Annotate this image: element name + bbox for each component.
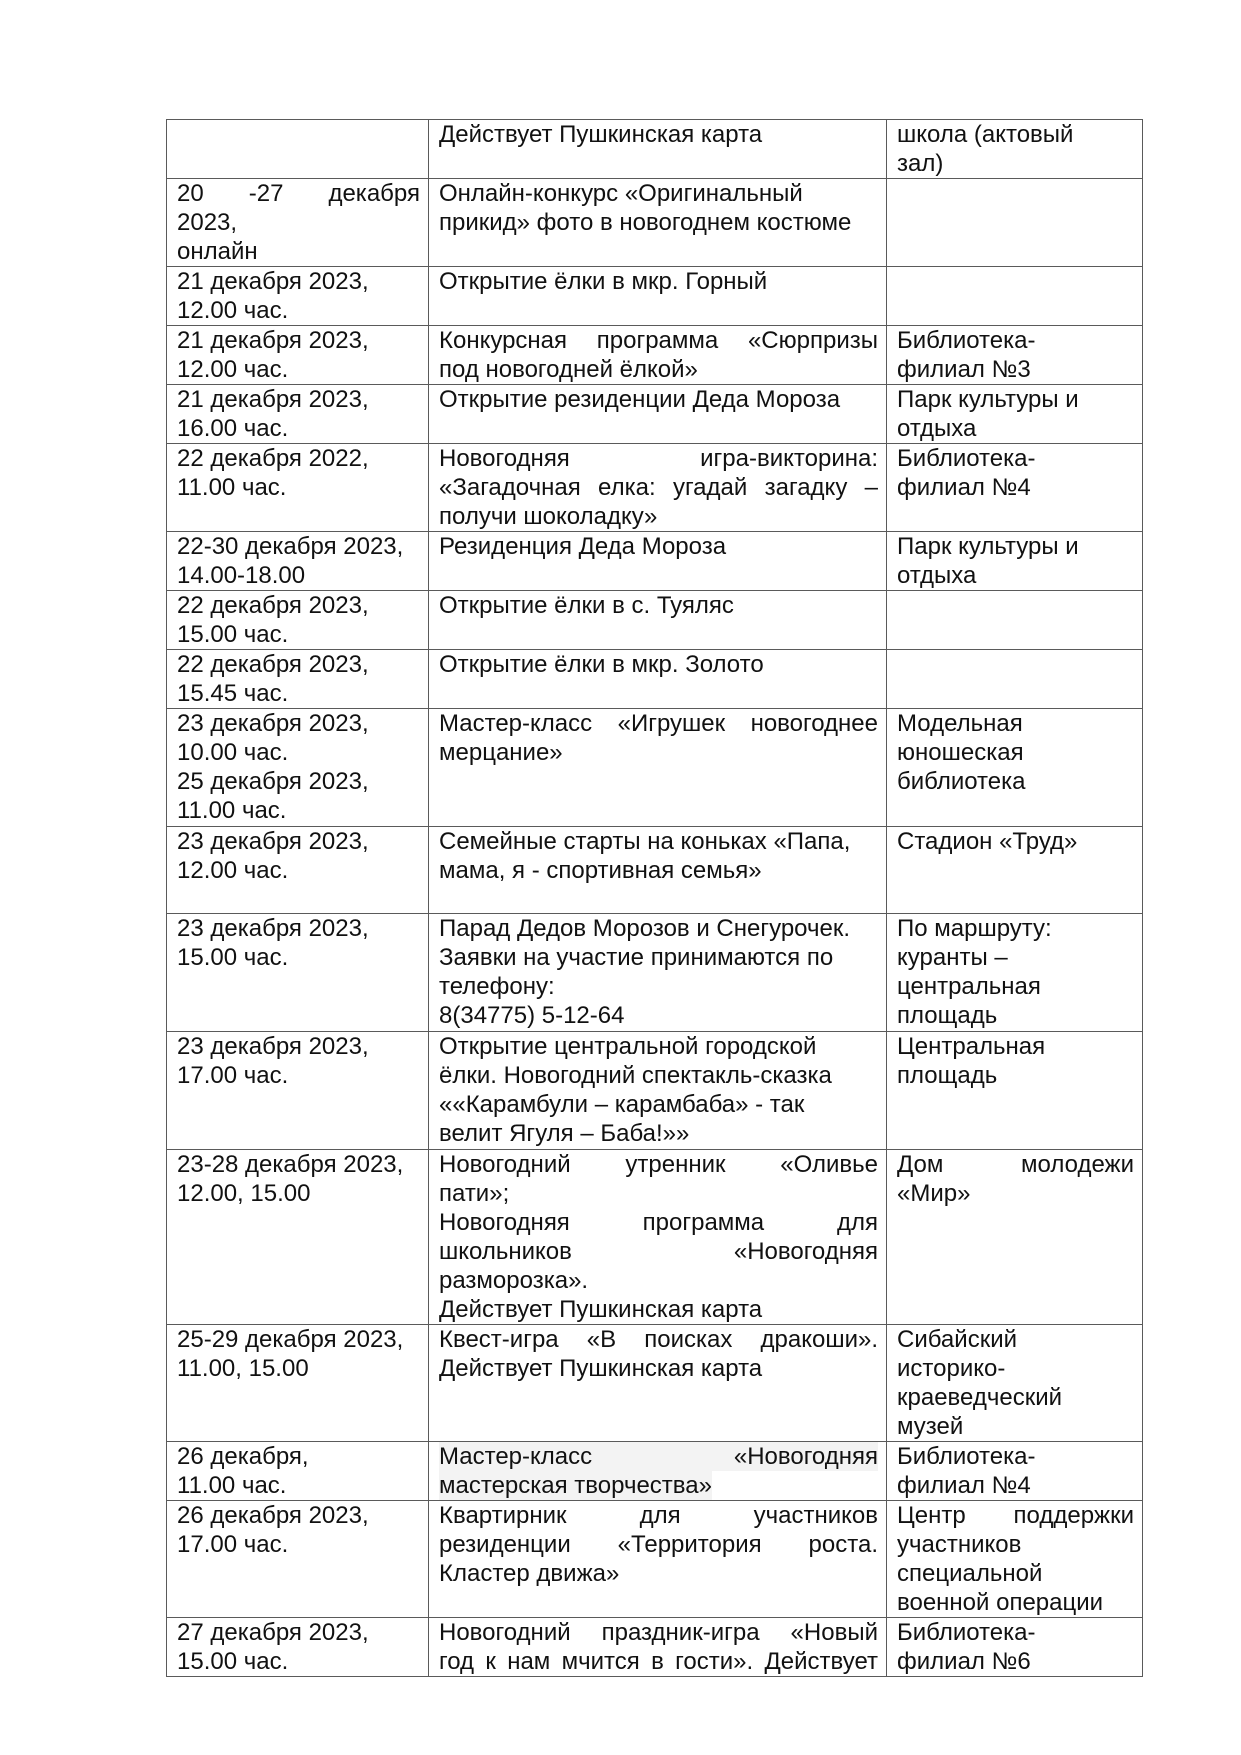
date-cell — [167, 326, 429, 385]
place-cell — [887, 267, 1143, 326]
event-text-line: Квест-игра «В поисках дракоши». — [439, 1326, 878, 1353]
date-text-line: 21 декабря 2023, — [177, 327, 369, 354]
event-text-line: Мастер-класс «Новогодняя — [439, 1443, 878, 1470]
date-cell — [167, 179, 429, 267]
table-row — [167, 1150, 1143, 1325]
date-text-line: 11.00 час. — [177, 1472, 287, 1499]
event-cell — [429, 1618, 887, 1677]
place-text-line: площадь — [897, 1062, 998, 1089]
event-text-line: Онлайн-конкурс «Оригинальный — [439, 180, 803, 207]
place-text-line: Стадион «Труд» — [897, 828, 1078, 855]
table-row — [167, 914, 1143, 1032]
date-cell — [167, 827, 429, 914]
place-text-line: военной операции — [897, 1589, 1104, 1616]
event-text-line: Открытие резиденции Деда Мороза — [439, 386, 841, 413]
date-text-line: 23-28 декабря 2023, — [177, 1151, 404, 1178]
event-cell — [429, 179, 887, 267]
date-text-line: 11.00, 15.00 — [177, 1355, 309, 1382]
event-text-line: Действует Пушкинская карта — [439, 121, 763, 148]
place-cell — [887, 827, 1143, 914]
event-cell — [429, 385, 887, 444]
date-text-line: 17.00 час. — [177, 1062, 289, 1089]
event-text-line: Открытие ёлки в мкр. Горный — [439, 268, 768, 295]
place-cell — [887, 1150, 1143, 1325]
place-text-line: школа (актовый — [897, 121, 1074, 148]
date-cell — [167, 267, 429, 326]
place-text-line: Парк культуры и — [897, 533, 1079, 560]
table-row — [167, 120, 1143, 179]
table-row — [167, 385, 1143, 444]
table-row — [167, 179, 1143, 267]
place-cell — [887, 1618, 1143, 1677]
event-text-line: Квартирник для участников — [439, 1502, 878, 1529]
table-row — [167, 532, 1143, 591]
place-text-line: По маршруту: — [897, 915, 1052, 942]
event-text-line: Открытие ёлки в мкр. Золото — [439, 651, 764, 678]
place-cell — [887, 709, 1143, 827]
table-row — [167, 1442, 1143, 1501]
table-row — [167, 650, 1143, 709]
date-text-line: 23 декабря 2023, — [177, 828, 369, 855]
place-cell — [887, 1501, 1143, 1618]
table-row — [167, 709, 1143, 827]
events-schedule-table — [166, 119, 1143, 1677]
place-text-line: юношеская — [897, 739, 1024, 766]
place-text-line: Центральная — [897, 1033, 1046, 1060]
event-text-line: Конкурсная программа «Сюрпризы — [439, 327, 878, 354]
place-text-line: Парк культуры и — [897, 386, 1079, 413]
event-text-line: Действует Пушкинская карта — [439, 1355, 763, 1382]
place-text-line: филиал №3 — [897, 356, 1031, 383]
place-text-line: филиал №6 — [897, 1648, 1031, 1675]
place-cell — [887, 650, 1143, 709]
date-text-line: 16.00 час. — [177, 415, 289, 442]
event-text-line: Парад Дедов Морозов и Снегурочек. — [439, 915, 851, 942]
date-text-line: 11.00 час. — [177, 474, 287, 501]
event-cell — [429, 1501, 887, 1618]
date-text-line: 25-29 декабря 2023, — [177, 1326, 404, 1353]
place-text-line: отдыха — [897, 415, 977, 442]
table-row — [167, 326, 1143, 385]
date-cell — [167, 1325, 429, 1442]
event-text-line: прикид» фото в новогоднем костюме — [439, 209, 852, 236]
event-text-line: разморозка». — [439, 1267, 589, 1294]
event-text-line: Новогодний праздник-игра «Новый — [439, 1619, 878, 1646]
date-text-line: 12.00, 15.00 — [177, 1180, 311, 1207]
table-row — [167, 1501, 1143, 1618]
place-cell — [887, 120, 1143, 179]
table-row — [167, 591, 1143, 650]
place-cell — [887, 385, 1143, 444]
place-cell — [887, 1032, 1143, 1150]
event-text-line: мастерская творчества» — [439, 1472, 712, 1499]
date-text-line: 15.00 час. — [177, 621, 289, 648]
place-cell — [887, 532, 1143, 591]
date-text-line: 22 декабря 2023, — [177, 651, 369, 678]
table-row — [167, 1032, 1143, 1150]
date-text-line: 15.00 час. — [177, 944, 289, 971]
date-cell — [167, 1150, 429, 1325]
event-text-line: Мастер-класс «Игрушек новогоднее — [439, 710, 878, 737]
event-text-line: пати»; — [439, 1180, 510, 1207]
event-cell — [429, 591, 887, 650]
date-text-line: 22 декабря 2022, — [177, 445, 369, 472]
event-text-line: Действует Пушкинская карта — [439, 1296, 763, 1323]
date-text-line: 10.00 час. — [177, 739, 289, 766]
event-cell — [429, 532, 887, 591]
date-text-line: 15.00 час. — [177, 1648, 289, 1675]
place-text-line: Библиотека- — [897, 327, 1036, 354]
place-text-line: библиотека — [897, 768, 1026, 795]
event-text-line: 8(34775) 5-12-64 — [439, 1002, 625, 1029]
date-text-line: 11.00 час. — [177, 797, 287, 824]
event-text-line: Открытие центральной городской — [439, 1033, 817, 1060]
event-cell — [429, 1032, 887, 1150]
date-cell — [167, 385, 429, 444]
place-cell — [887, 179, 1143, 267]
event-text-line: ёлки. Новогодний спектакль-сказка — [439, 1062, 832, 1089]
date-cell — [167, 444, 429, 532]
place-text-line: Дом молодежи — [897, 1151, 1134, 1178]
event-text-line: Новогодняя программа для — [439, 1209, 878, 1236]
place-cell — [887, 1442, 1143, 1501]
event-text-line: школьников «Новогодняя — [439, 1238, 878, 1265]
date-text-line: 12.00 час. — [177, 857, 289, 884]
date-text-line: 22-30 декабря 2023, — [177, 533, 404, 560]
event-text-line: телефону: — [439, 973, 555, 1000]
date-cell — [167, 120, 429, 179]
date-text-line: 14.00-18.00 — [177, 562, 306, 589]
event-text-line: резиденции «Территория роста. — [439, 1531, 878, 1558]
event-cell — [429, 1442, 887, 1501]
place-text-line: специальной — [897, 1560, 1043, 1587]
event-text-line: Семейные старты на коньках «Папа, — [439, 828, 851, 855]
date-text-line: 27 декабря 2023, — [177, 1619, 369, 1646]
event-text-line: Заявки на участие принимаются по — [439, 944, 834, 971]
event-text-line: Новогодняя игра-викторина: — [439, 445, 878, 472]
event-cell — [429, 914, 887, 1032]
table-row — [167, 1618, 1143, 1677]
date-cell — [167, 532, 429, 591]
date-text-line: 2023, — [177, 209, 238, 236]
place-cell — [887, 326, 1143, 385]
date-cell — [167, 914, 429, 1032]
date-text-line: 17.00 час. — [177, 1531, 289, 1558]
table-row — [167, 267, 1143, 326]
event-text-line: «Загадочная елка: угадай загадку – — [439, 474, 878, 501]
table-row — [167, 444, 1143, 532]
event-text-line: ««Карамбули – карамбаба» - так — [439, 1091, 805, 1118]
date-text-line: 20 -27 декабря — [177, 180, 420, 207]
date-cell — [167, 709, 429, 827]
place-cell — [887, 591, 1143, 650]
event-cell — [429, 827, 887, 914]
event-cell — [429, 267, 887, 326]
place-text-line: центральная — [897, 973, 1041, 1000]
place-text-line: краеведческий — [897, 1384, 1063, 1411]
place-text-line: отдыха — [897, 562, 977, 589]
event-text-line: под новогодней ёлкой» — [439, 356, 698, 383]
table-row — [167, 827, 1143, 914]
event-text-line: год к нам мчится в гости». Действует — [439, 1648, 878, 1675]
table-row — [167, 1325, 1143, 1442]
date-text-line: 26 декабря 2023, — [177, 1502, 369, 1529]
place-text-line: Библиотека- — [897, 445, 1036, 472]
date-text-line: 23 декабря 2023, — [177, 1033, 369, 1060]
date-text-line: 21 декабря 2023, — [177, 386, 369, 413]
date-cell — [167, 1618, 429, 1677]
place-text-line: Центр поддержки — [897, 1502, 1134, 1529]
place-text-line: музей — [897, 1413, 964, 1440]
date-text-line: 23 декабря 2023, — [177, 710, 369, 737]
event-cell — [429, 709, 887, 827]
place-text-line: Сибайский — [897, 1326, 1017, 1353]
date-cell — [167, 1442, 429, 1501]
date-cell — [167, 1032, 429, 1150]
date-text-line: 23 декабря 2023, — [177, 915, 369, 942]
date-text-line: 21 декабря 2023, — [177, 268, 369, 295]
event-text-line: Открытие ёлки в с. Туяляс — [439, 592, 734, 619]
date-cell — [167, 650, 429, 709]
date-text-line: онлайн — [177, 238, 258, 265]
event-text-line: Новогодний утренник «Оливье — [439, 1151, 878, 1178]
event-cell — [429, 1325, 887, 1442]
event-cell — [429, 1150, 887, 1325]
event-text-line: получи шоколадку» — [439, 503, 658, 530]
place-text-line: участников — [897, 1531, 1022, 1558]
event-cell — [429, 120, 887, 179]
date-text-line: 12.00 час. — [177, 297, 289, 324]
date-text-line: 12.00 час. — [177, 356, 289, 383]
place-text-line: историко- — [897, 1355, 1006, 1382]
place-cell — [887, 444, 1143, 532]
event-cell — [429, 650, 887, 709]
date-cell — [167, 591, 429, 650]
date-text-line: 15.45 час. — [177, 680, 289, 707]
event-text-line: мама, я - спортивная семья» — [439, 857, 762, 884]
event-text-line: Кластер движа» — [439, 1560, 620, 1587]
place-text-line: Модельная — [897, 710, 1023, 737]
place-text-line: Библиотека- — [897, 1443, 1036, 1470]
place-cell — [887, 1325, 1143, 1442]
place-text-line: Библиотека- — [897, 1619, 1036, 1646]
event-text-line: мерцание» — [439, 739, 563, 766]
event-cell — [429, 444, 887, 532]
date-text-line: 26 декабря, — [177, 1443, 309, 1470]
place-text-line: площадь — [897, 1002, 998, 1029]
place-cell — [887, 914, 1143, 1032]
place-text-line: филиал №4 — [897, 1472, 1031, 1499]
place-text-line: филиал №4 — [897, 474, 1031, 501]
place-text-line: зал) — [897, 150, 944, 177]
event-cell — [429, 326, 887, 385]
date-text-line: 22 декабря 2023, — [177, 592, 369, 619]
place-text-line: «Мир» — [897, 1180, 971, 1207]
event-text-line: велит Ягуля – Баба!»» — [439, 1120, 690, 1147]
date-cell — [167, 1501, 429, 1618]
place-text-line: куранты – — [897, 944, 1008, 971]
event-text-line: Резиденция Деда Мороза — [439, 533, 727, 560]
date-text-line: 25 декабря 2023, — [177, 768, 369, 795]
